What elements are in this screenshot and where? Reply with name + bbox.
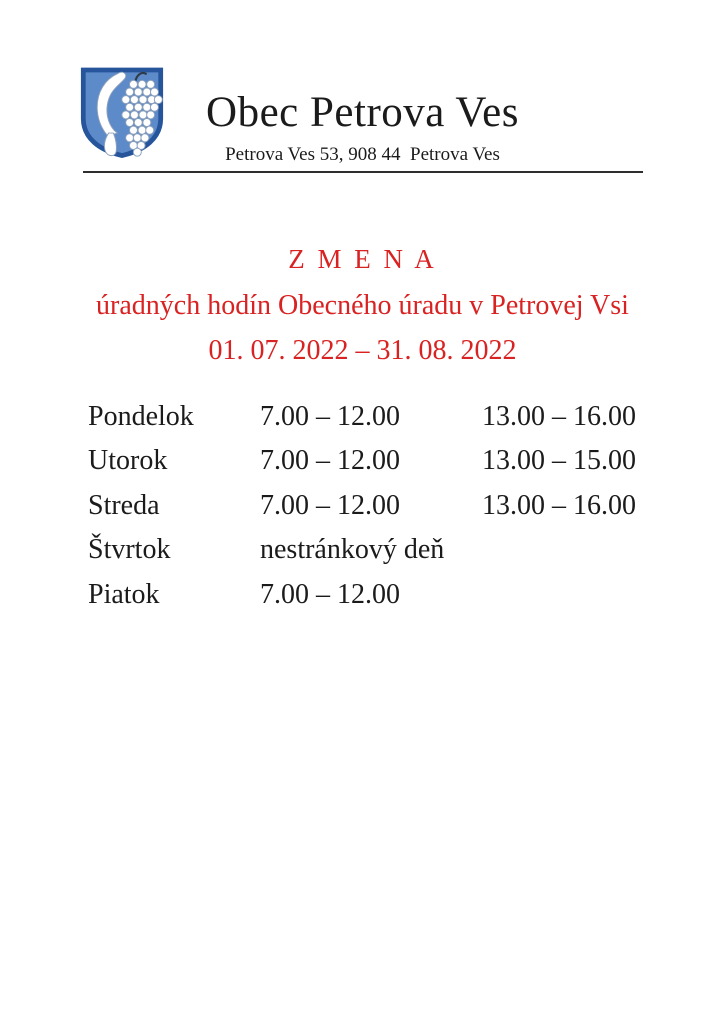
afternoon-hours: 13.00 – 15.00	[482, 445, 636, 477]
afternoon-hours	[482, 535, 725, 564]
day-label: Streda	[88, 489, 160, 521]
afternoon-hours: 13.00 – 16.00	[482, 489, 636, 521]
organization-address: Petrova Ves 53, 908 44 Petrova Ves	[225, 144, 500, 165]
morning-hours: 7.00 – 12.00	[260, 401, 400, 432]
morning-hours: 7.00 – 12.00	[260, 578, 400, 610]
coat-of-arms-svg	[79, 66, 165, 160]
day-label: Pondelok	[88, 401, 194, 432]
table-row	[88, 446, 725, 475]
organization-name: Obec Petrova Ves	[206, 89, 519, 136]
table-row	[88, 491, 725, 520]
day-label: Piatok	[88, 578, 160, 610]
afternoon-hours	[482, 580, 725, 609]
morning-hours: 7.00 – 12.00	[260, 489, 400, 521]
day-label: Štvrtok	[88, 534, 171, 566]
header-divider	[83, 171, 643, 173]
day-label: Utorok	[88, 445, 168, 477]
table-row	[88, 402, 725, 431]
afternoon-hours: 13.00 – 16.00	[482, 401, 636, 432]
table-row	[88, 535, 725, 564]
pruning-knife-handle	[104, 133, 116, 156]
office-hours-table	[88, 402, 725, 609]
notice-title: Z M E N A	[288, 244, 437, 274]
morning-hours: 7.00 – 12.00	[260, 445, 400, 477]
municipal-coat-of-arms-icon	[79, 66, 165, 160]
notice-date-range: 01. 07. 2022 – 31. 08. 2022	[208, 335, 517, 366]
notice-block	[0, 246, 725, 365]
morning-hours: nestránkový deň	[260, 534, 445, 566]
notice-subtitle: úradných hodín Obecného úradu v Petrovej Vsi	[96, 290, 629, 321]
table-row	[88, 580, 725, 609]
